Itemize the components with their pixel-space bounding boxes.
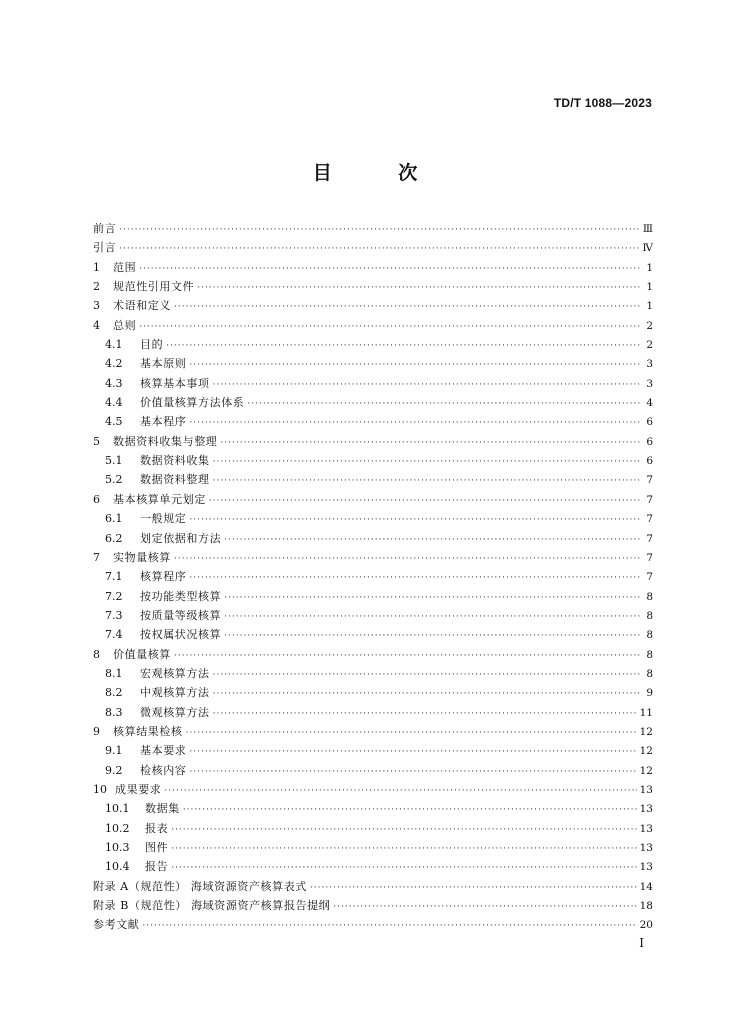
toc-leader-dots [213,472,640,491]
toc-entry-label: 图件 [145,841,169,854]
toc-leader-dots [164,782,636,801]
toc-entry-page: 14 [639,880,653,893]
toc-entry[interactable] [93,915,653,934]
toc-leader-dots [209,492,640,511]
toc-entry-page: 13 [639,803,653,816]
toc-entry[interactable] [93,819,653,838]
toc-entry-number: 9.2 [105,763,123,777]
toc-entry-number: 9 [93,724,100,738]
toc-entry-page: 8 [646,629,653,642]
toc-entry-number: 3 [93,299,100,313]
toc-leader-dots [183,801,637,820]
toc-entry-label: 核算程序 [140,570,187,584]
toc-entry[interactable] [93,354,653,373]
toc-entry-page: 2 [646,339,653,352]
toc-entry-number: 8.3 [105,705,123,719]
toc-leader-dots [333,898,636,917]
toc-leader-dots [139,318,640,337]
toc-entry-label: 价值量核算方法体系 [140,396,245,410]
toc-leader-dots [119,221,640,240]
toc-entry-page: 12 [639,745,653,758]
toc-leader-dots [213,705,637,724]
toc-entry-label: 数据集 [145,802,180,816]
toc-entry-number: 5.2 [105,473,123,487]
toc-leader-dots [119,240,639,259]
toc-entry-label: 划定依据和方法 [140,531,222,545]
toc-entry[interactable] [93,761,653,780]
toc-entry-page: 7 [646,493,653,506]
toc-entry-page: 13 [639,783,653,796]
toc-entry-label: 数据资料收集 [140,454,210,468]
toc-leader-dots [224,608,640,627]
toc-entry-label: 实物量核算 [113,550,171,564]
toc-entry-label: 目的 [140,338,164,352]
toc-leader-dots [189,511,640,530]
toc-entry-number: 6 [93,492,100,506]
toc-entry-label: 成果要求 [115,782,162,796]
toc-entry-label: 术语和定义 [113,299,171,313]
toc-leader-dots [213,685,640,704]
toc-entry-page: 12 [639,764,653,777]
toc-entry-number: 7.3 [105,608,123,622]
toc-leader-dots [213,376,640,395]
toc-entry[interactable] [93,258,653,277]
toc-entry-number: 8 [93,647,100,661]
toc-entry[interactable] [93,529,653,548]
toc-entry-page: 8 [646,609,653,622]
page-title: 目 次 [312,162,448,184]
toc-leader-dots [224,531,640,550]
toc-entry-page: Ⅲ [642,223,653,235]
toc-entry-label: 基本核算单元划定 [113,492,206,506]
toc-entry-number: 4 [93,318,100,332]
toc-entry-page: 12 [639,725,653,738]
toc-entry-page: 13 [639,861,653,874]
toc-entry-number: 8.1 [105,666,123,680]
toc-entry-page: 8 [646,590,653,603]
toc-entry-label: 数据资料整理 [140,473,210,487]
toc-entry-label: 基本要求 [140,744,187,758]
toc-entry-label: 前言 [93,222,117,235]
toc-leader-dots [189,569,640,588]
toc-leader-dots [224,627,640,646]
toc-leader-dots [189,414,640,433]
toc-entry-page: 7 [646,474,653,487]
toc-leader-dots [224,589,640,608]
toc-entry[interactable] [93,857,653,876]
toc-entry-label: 附录 B（规范性） 海域资源资产核算报告提纲 [93,899,331,913]
toc-leader-dots [197,279,640,298]
toc-entry-number: 6.1 [105,512,123,526]
toc-leader-dots [247,395,640,414]
toc-leader-dots [171,821,636,840]
toc-entry[interactable] [93,393,653,412]
toc-entry[interactable] [93,645,653,664]
page-number: Ⅰ [639,936,644,950]
toc-entry-number: 4.1 [105,338,123,352]
toc-leader-dots [189,763,636,782]
toc-entry-label: 一般规定 [140,512,187,526]
toc-entry-page: 7 [646,551,653,564]
toc-entry-page: 3 [646,358,653,371]
toc-entry[interactable] [93,625,653,644]
toc-leader-dots [171,840,636,859]
toc-entry-number: 10 [93,782,107,796]
toc-entry-label: 报告 [145,860,169,874]
toc-entry-number: 7.2 [105,589,123,603]
toc-entry-label: 中观核算方法 [140,686,210,700]
toc-entry-number: 2 [93,280,100,294]
toc-entry-page: 6 [646,455,653,468]
toc-entry[interactable] [93,432,653,451]
toc-entry-label: 规范性引用文件 [113,280,195,294]
toc-entry-label: 按权属状况核算 [140,628,222,642]
toc-entry[interactable] [93,451,653,470]
toc-entry-label: 微观核算方法 [140,705,210,719]
toc-entry-label: 报表 [145,821,169,835]
toc-entry[interactable] [93,780,653,799]
toc-entry[interactable] [93,296,653,315]
toc-entry[interactable] [93,741,653,760]
toc-entry[interactable] [93,683,653,702]
toc-entry-number: 1 [93,260,100,274]
toc-entry-number: 9.1 [105,744,123,758]
toc-leader-dots [174,647,640,666]
toc-entry-page: 3 [646,377,653,390]
toc-leader-dots [189,356,640,375]
toc-entry-page: 8 [646,648,653,661]
toc-entry-page: 1 [646,300,653,313]
toc-entry-number: 8.2 [105,686,123,700]
toc-leader-dots [139,260,640,279]
toc-entry-number: 4.4 [105,396,123,410]
toc-leader-dots [142,917,636,936]
table-of-contents [93,219,653,935]
toc-entry[interactable] [93,412,653,431]
toc-leader-dots [220,434,640,453]
toc-entry[interactable] [93,896,653,915]
toc-leader-dots [174,298,640,317]
toc-entry[interactable] [93,664,653,683]
toc-entry[interactable] [93,490,653,509]
toc-entry-label: 核算基本事项 [140,376,210,390]
toc-entry-number: 10.4 [105,860,130,874]
toc-entry[interactable] [93,277,653,296]
toc-entry[interactable] [93,567,653,586]
toc-entry[interactable] [93,470,653,489]
toc-entry-number: 10.1 [105,802,130,816]
toc-entry[interactable] [93,838,653,857]
toc-entry-label: 基本程序 [140,415,187,429]
toc-entry-label: 附录 A（规范性） 海域资源资产核算表式 [93,879,307,893]
toc-entry-page: 7 [646,571,653,584]
toc-entry-label: 基本原则 [140,357,187,371]
toc-leader-dots [189,743,636,762]
toc-entry-label: 参考文献 [93,918,140,932]
toc-entry-page: 4 [646,397,653,410]
toc-entry-page: 18 [639,900,653,913]
toc-entry-label: 范围 [113,260,137,274]
toc-leader-dots [213,453,640,472]
toc-entry-page: 7 [646,513,653,526]
toc-entry[interactable] [93,374,653,393]
toc-entry[interactable] [93,703,653,722]
toc-entry-page: 20 [639,919,653,932]
toc-entry-page: 13 [639,842,653,854]
toc-entry-label: 按质量等级核算 [140,608,222,622]
toc-entry-label: 宏观核算方法 [140,666,210,680]
toc-entry-number: 10.3 [105,841,130,854]
toc-entry-number: 7.1 [105,570,123,584]
toc-entry[interactable] [93,722,653,741]
toc-entry[interactable] [93,587,653,606]
toc-leader-dots [310,879,637,898]
toc-entry-number: 6.2 [105,531,123,545]
toc-entry[interactable] [93,877,653,896]
toc-entry[interactable] [93,548,653,567]
toc-entry-label: 核算结果检核 [113,724,183,738]
toc-entry-number: 4.5 [105,415,123,429]
toc-entry-page: 2 [646,319,653,332]
toc-entry[interactable] [93,238,653,257]
toc-entry-number: 5.1 [105,454,123,468]
toc-entry-page: 7 [646,532,653,545]
toc-entry-page: Ⅳ [642,242,653,255]
toc-entry-number: 7.4 [105,628,123,642]
toc-entry-page: 8 [646,667,653,680]
toc-entry[interactable] [93,335,653,354]
toc-entry-page: 11 [639,706,653,719]
toc-entry-label: 按功能类型核算 [140,589,222,603]
toc-entry-number: 4.2 [105,357,123,371]
toc-entry[interactable] [93,219,653,238]
document-code: TD/T 1088—2023 [553,96,652,110]
toc-entry-page: 13 [639,822,653,835]
toc-entry-page: 1 [646,261,653,274]
toc-leader-dots [166,337,640,356]
toc-leader-dots [213,666,640,685]
toc-entry-label: 引言 [93,241,117,255]
toc-entry-page: 9 [646,687,653,700]
toc-entry-number: 4.3 [105,376,123,390]
toc-entry-label: 总则 [113,318,137,332]
toc-leader-dots [186,724,637,743]
toc-entry-number: 7 [93,550,100,564]
toc-entry-number: 10.2 [105,821,130,835]
toc-entry-number: 5 [93,434,100,448]
toc-entry-label: 价值量核算 [113,647,171,661]
toc-entry-label: 检核内容 [140,763,187,777]
toc-leader-dots [174,550,640,569]
toc-entry[interactable] [93,316,653,335]
toc-entry-page: 6 [646,416,653,429]
toc-entry-page: 1 [646,281,653,294]
toc-entry-label: 数据资料收集与整理 [113,434,218,448]
toc-entry[interactable] [93,606,653,625]
toc-entry[interactable] [93,509,653,528]
toc-entry-page: 6 [646,435,653,448]
toc-entry[interactable] [93,799,653,818]
